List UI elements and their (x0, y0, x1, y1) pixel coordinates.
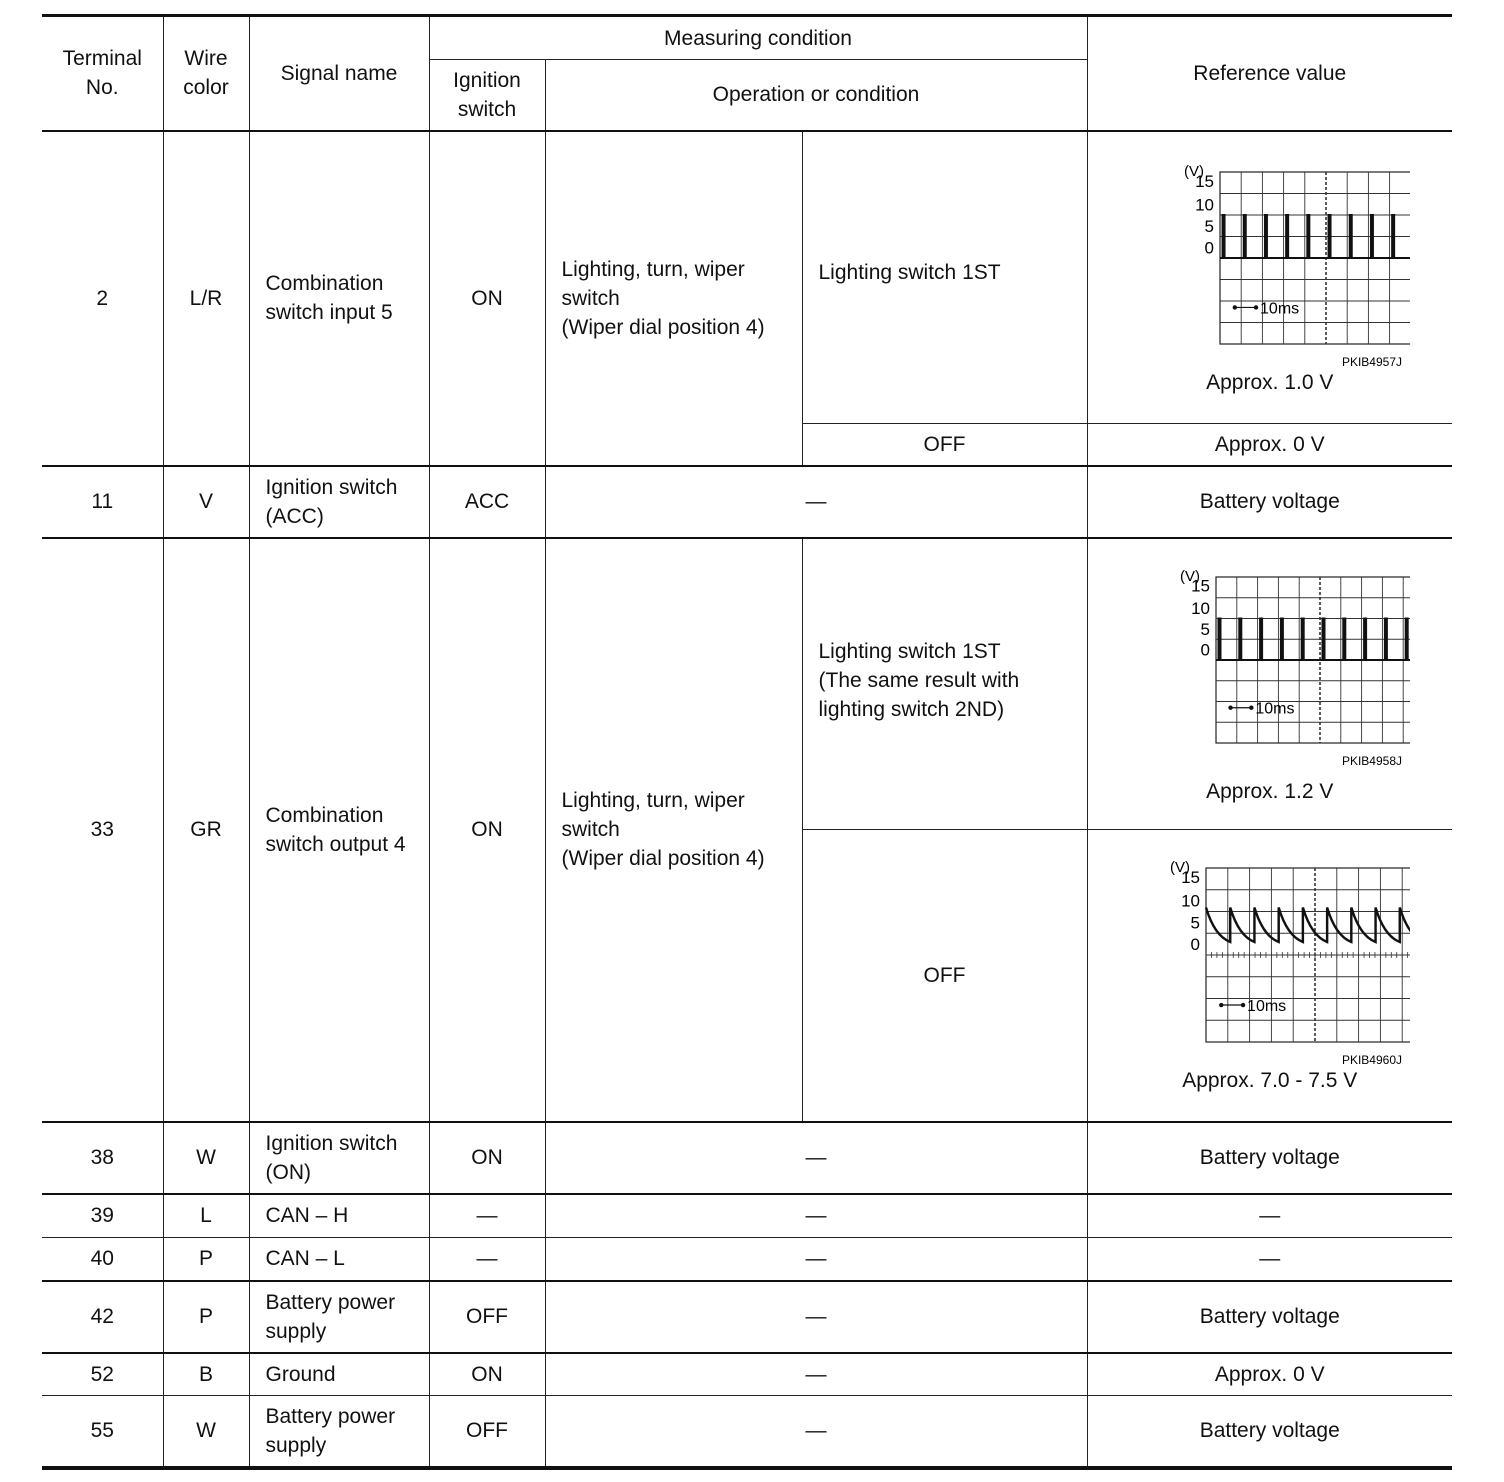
arrow-head-right (1254, 306, 1258, 310)
reference-waveform-cell (1087, 538, 1452, 830)
table-row (42, 1122, 1452, 1194)
y-tick-label: 10 (1180, 891, 1200, 911)
reference-value-text: Approx. 1.2 V (1206, 779, 1334, 803)
arrow-head-left (1228, 705, 1232, 709)
y-tick-label: 5 (1200, 619, 1210, 639)
operation-cell: — (545, 1396, 1087, 1468)
ignition-cell: ON (429, 131, 545, 466)
arrow-head-right (1241, 1003, 1245, 1007)
reference-value-cell: Battery voltage (1087, 1281, 1452, 1353)
ignition-cell: OFF (429, 1281, 545, 1353)
terminal-cell: 2 (42, 131, 163, 466)
figure-code-label: PKIB4957J (1341, 355, 1402, 370)
operation-cell: — (545, 1122, 1087, 1194)
header-reference-value: Reference value (1087, 16, 1452, 131)
terminal-cell: 55 (42, 1396, 163, 1468)
wire-color-cell: L/R (163, 131, 249, 466)
operation-cell: — (545, 466, 1087, 538)
signal-name-cell: Combination switch input 5 (249, 131, 429, 466)
ignition-cell: — (429, 1238, 545, 1281)
arrow-head-right (1249, 705, 1253, 709)
time-scale-label: 10ms (1255, 700, 1295, 718)
header-wire-color: Wire color (163, 16, 249, 131)
arrow-head-left (1219, 1003, 1223, 1007)
table-row (42, 1281, 1452, 1353)
ignition-cell: ON (429, 538, 545, 1122)
reference-waveform-cell (1087, 830, 1452, 1122)
ignition-cell: ON (429, 1122, 545, 1194)
table-row (42, 1194, 1452, 1238)
signal-name-cell: CAN – H (249, 1194, 429, 1238)
operation-cell: — (545, 1281, 1087, 1353)
signal-name-cell: Ground (249, 1353, 429, 1396)
operation-cell: — (545, 1238, 1087, 1281)
ignition-cell: ACC (429, 466, 545, 538)
y-tick-label: 5 (1190, 913, 1200, 933)
ignition-cell: — (429, 1194, 545, 1238)
signal-name-cell: Battery power supply (249, 1281, 429, 1353)
table-row (42, 466, 1452, 538)
table-row (42, 1353, 1452, 1396)
y-tick-label: 5 (1204, 217, 1214, 236)
y-tick-label: 0 (1200, 640, 1210, 660)
header-ignition-switch: Ignition switch (429, 60, 545, 131)
y-tick-label: 15 (1194, 172, 1214, 191)
operation-cell: — (545, 1353, 1087, 1396)
wire-color-cell: W (163, 1122, 249, 1194)
condition-cell: Lighting switch 1ST (802, 131, 1087, 424)
operation-cell: Lighting, turn, wiper switch (Wiper dial position 4) (545, 131, 802, 466)
reference-value-cell: Battery voltage (1087, 1396, 1452, 1468)
wire-color-cell: P (163, 1281, 249, 1353)
wire-color-cell: P (163, 1238, 249, 1281)
condition-cell: OFF (802, 830, 1087, 1122)
y-tick-label: 0 (1190, 935, 1200, 955)
wire-color-cell: V (163, 466, 249, 538)
table-row (42, 1238, 1452, 1281)
terminal-cell: 39 (42, 1194, 163, 1238)
y-tick-label: 15 (1190, 576, 1210, 596)
signal-name-cell: Combination switch output 4 (249, 538, 429, 1122)
operation-cell: — (545, 1194, 1087, 1238)
terminal-cell: 38 (42, 1122, 163, 1194)
terminal-reference-table (42, 14, 1452, 1470)
signal-name-cell: Ignition switch (ON) (249, 1122, 429, 1194)
reference-waveform-cell (1087, 131, 1452, 424)
y-unit-label: (V) (1169, 859, 1190, 877)
terminal-cell: 52 (42, 1353, 163, 1396)
reference-value-cell: Approx. 0 V (1087, 1353, 1452, 1396)
ignition-cell: OFF (429, 1396, 545, 1468)
table-row (42, 1396, 1452, 1468)
wire-color-cell: L (163, 1194, 249, 1238)
figure-code-label: PKIB4958J (1341, 753, 1402, 768)
ignition-cell: ON (429, 1353, 545, 1396)
signal-name-cell: CAN – L (249, 1238, 429, 1281)
terminal-cell: 11 (42, 466, 163, 538)
y-tick-label: 10 (1194, 195, 1214, 215)
waveform-trace (1206, 908, 1410, 942)
signal-name-cell: Ignition switch (ACC) (249, 466, 429, 538)
figure-code-label: PKIB4960J (1341, 1053, 1402, 1068)
header-operation-condition: Operation or condition (545, 60, 1087, 131)
table-row (42, 131, 1452, 424)
operation-cell: Lighting, turn, wiper switch (Wiper dial position 4) (545, 538, 802, 1122)
reference-value-text: Approx. 7.0 - 7.5 V (1182, 1069, 1358, 1093)
header-terminal-no: Terminal No. (42, 16, 163, 131)
y-tick-label: 15 (1180, 868, 1200, 888)
reference-value-cell: Battery voltage (1087, 1122, 1452, 1194)
oscilloscope-chart (1130, 563, 1410, 779)
terminal-cell: 42 (42, 1281, 163, 1353)
condition-cell: Lighting switch 1ST (The same result with lighting switch 2ND) (802, 538, 1087, 830)
signal-name-cell: Battery power supply (249, 1396, 429, 1468)
reference-value-text: Approx. 1.0 V (1206, 371, 1334, 395)
table-row (42, 538, 1452, 830)
terminal-cell: 33 (42, 538, 163, 1122)
y-tick-label: 0 (1204, 238, 1214, 258)
reference-value-cell: Battery voltage (1087, 466, 1452, 538)
y-unit-label: (V) (1183, 163, 1204, 181)
reference-value-cell: — (1087, 1194, 1452, 1238)
reference-value-cell: — (1087, 1238, 1452, 1281)
y-tick-label: 10 (1190, 598, 1210, 618)
time-scale-label: 10ms (1259, 300, 1299, 318)
condition-cell: OFF (802, 424, 1087, 466)
terminal-cell: 40 (42, 1238, 163, 1281)
header-signal-name: Signal name (249, 16, 429, 131)
oscilloscope-chart (1130, 856, 1410, 1068)
oscilloscope-chart (1130, 158, 1410, 370)
wire-color-cell: GR (163, 538, 249, 1122)
time-scale-label: 10ms (1246, 998, 1286, 1016)
y-unit-label: (V) (1179, 567, 1200, 585)
reference-value-cell: Approx. 0 V (1087, 424, 1452, 466)
header-measuring-condition: Measuring condition (429, 16, 1087, 60)
wire-color-cell: B (163, 1353, 249, 1396)
arrow-head-left (1232, 306, 1236, 310)
wire-color-cell: W (163, 1396, 249, 1468)
